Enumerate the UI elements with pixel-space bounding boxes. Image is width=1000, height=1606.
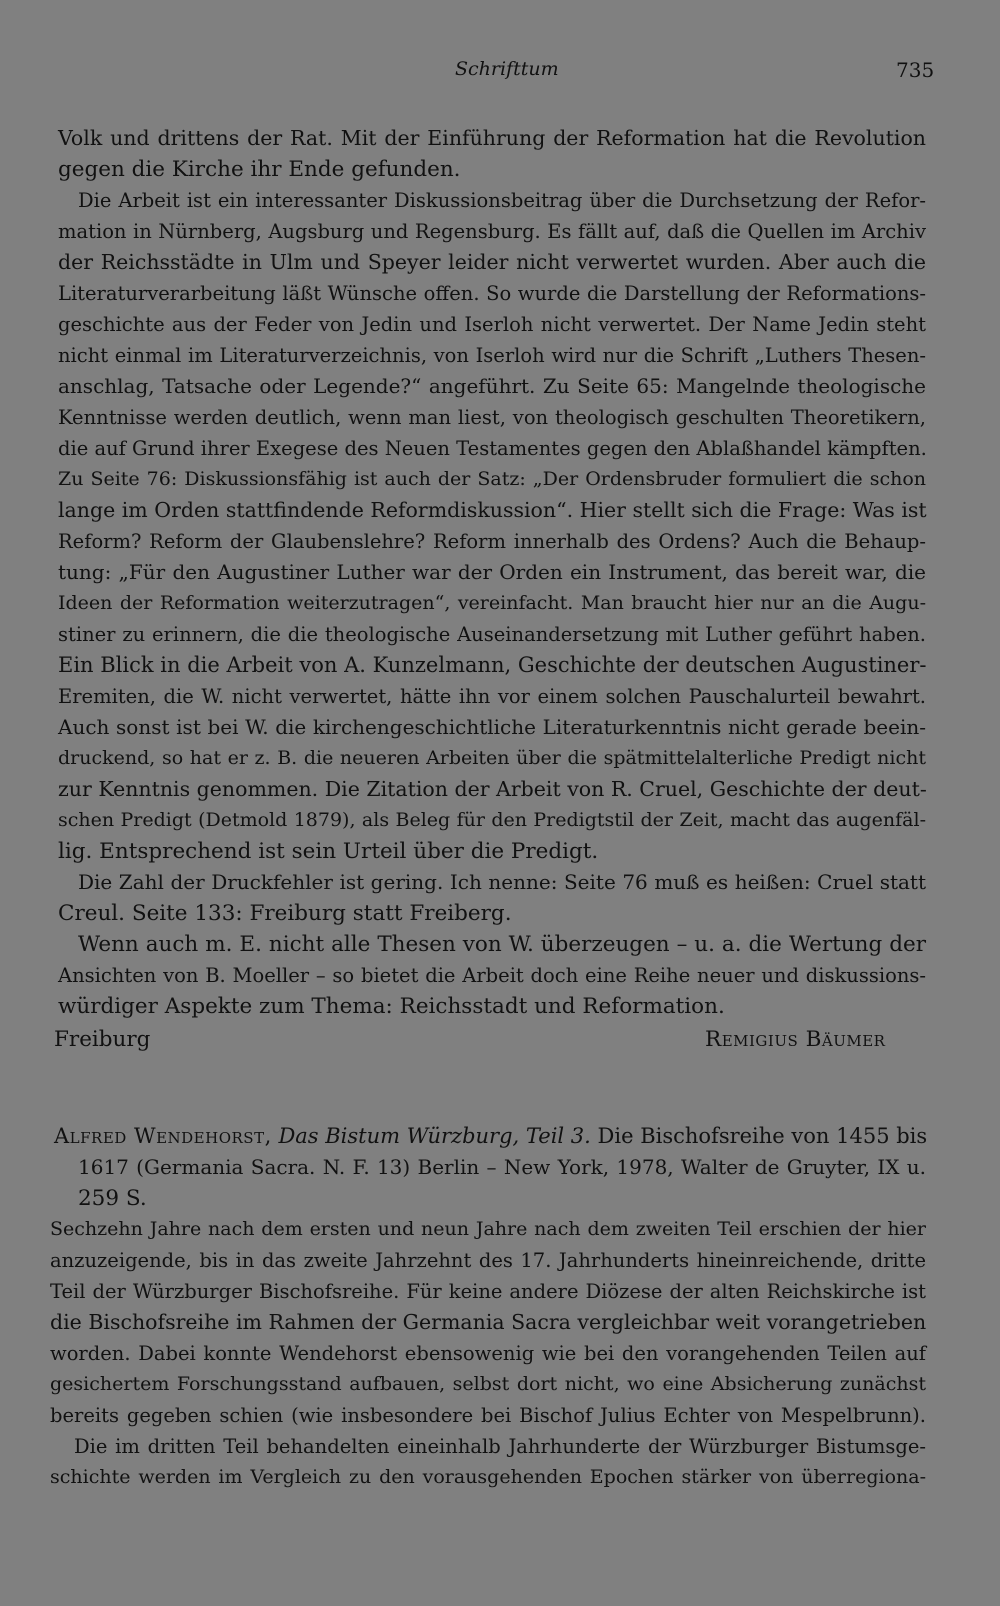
book-title: Das Bistum Würzburg, Teil 3. — [278, 1124, 591, 1148]
citation-line: 259 S. — [78, 1186, 147, 1211]
text-line: Teil der Würzburger Bischofsreihe. Für keine andere Diözese der alten Reichskirche ist — [50, 1280, 926, 1303]
book-author: Alfred Wendehorst, — [54, 1124, 272, 1148]
text-line: Die im dritten Teil behandelten eineinhalb Jahrhunderte der Würzburger Bistumsge- — [74, 1435, 926, 1458]
text-line: schen Predigt (Detmold 1879), als Beleg für den Predigtstil der Zeit, macht das augenfäl- — [58, 809, 926, 831]
text-line: tung: „Für den Augustiner Luther war der Orden ein Instrument, das bereit war, die — [58, 560, 926, 584]
text-line: Eremiten, die W. nicht verwertet, hätte ihn vor einem solchen Pauschalurteil bewahrt. — [58, 685, 926, 708]
text-line: Creul. Seite 133: Freiburg statt Freiberg. — [58, 901, 512, 926]
citation-line — [54, 1121, 926, 1152]
text-line: Auch sonst ist bei W. die kirchengeschichtliche Literaturkenntnis nicht gerade beein- — [58, 715, 926, 739]
text-line: Ansichten von B. Moeller – so bietet die Arbeit doch eine Reihe neuer und diskussions- — [58, 964, 926, 987]
text-line: würdiger Aspekte zum Thema: Reichsstadt und Reformation. — [58, 994, 725, 1019]
text-line: mation in Nürnberg, Augsburg und Regensburg. Es fällt auf, daß die Quellen im Archiv — [58, 220, 926, 243]
text-line: bereits gegeben schien (wie insbesondere bei Bischof Julius Echter von Mespelbrunn). — [50, 1404, 926, 1427]
text-line: Ein Blick in die Arbeit von A. Kunzelmann, Geschichte der deutschen Augustiner- — [58, 653, 927, 677]
reviewer-name: Remigius Bäumer — [705, 1027, 886, 1052]
text-line: lig. Entsprechend ist sein Urteil über die Predigt. — [58, 839, 599, 864]
text-line: der Reichsstädte in Ulm und Speyer leider nicht verwertet wurden. Aber auch die — [58, 250, 926, 274]
text-line: Zu Seite 76: Diskussionsfähig ist auch der Satz: „Der Ordensbruder formuliert die schon — [58, 468, 926, 490]
text-line: schichte werden im Vergleich zu den vorausgehenden Epochen stärker von überregiona- — [50, 1466, 926, 1488]
text-line: stiner zu erinnern, die die theologische Auseinandersetzung mit Luther geführt haben. — [58, 623, 926, 646]
text-line: anschlag, Tatsache oder Legende?“ angeführt. Zu Seite 65: Mangelnde theologische — [58, 374, 926, 398]
review-place: Freiburg — [54, 1027, 151, 1052]
text-line: druckend, so hat er z. B. die neueren Arbeiten über die spätmittelalterliche Predigt nicht — [58, 747, 926, 769]
text-line: geschichte aus der Feder von Jedin und Iserloh nicht verwertet. Der Name Jedin steht — [58, 313, 926, 336]
text-line: zur Kenntnis genommen. Die Zitation der Arbeit von R. Cruel, Geschichte der deut- — [58, 777, 927, 801]
citation-text: Die Bischofsreihe von 1455 bis — [597, 1124, 928, 1148]
text-line: Ideen der Reformation weiterzutragen“, vereinfacht. Man braucht hier nur an die Augu- — [58, 592, 926, 614]
text-line: Die Zahl der Druckfehler ist gering. Ich nenne: Seite 76 muß es heißen: Cruel statt — [78, 870, 926, 894]
text-line: Sechzehn Jahre nach dem ersten und neun Jahre nach dem zweiten Teil erschien der hier — [50, 1218, 926, 1240]
text-line: Kenntnisse werden deutlich, wenn man liest, von theologisch geschulten Theoretikern, — [58, 406, 926, 429]
text-line: worden. Dabei konnte Wendehorst ebensowenig wie bei den vorangehenden Teilen auf — [50, 1342, 926, 1365]
text-line: Wenn auch m. E. nicht alle Thesen von W. überzeugen – u. a. die Wertung der — [78, 932, 926, 957]
page-header — [0, 58, 1000, 88]
text-line: nicht einmal im Literaturverzeichnis, von Iserloh wird nur die Schrift „Luthers Thesen- — [58, 344, 926, 367]
text-line: gesichertem Forschungsstand aufbauen, selbst dort nicht, wo eine Absicherung zunächst — [50, 1373, 926, 1395]
page-number: 735 — [896, 58, 935, 82]
text-line: lange im Orden stattfindende Reformdiskussion“. Hier stellt sich die Frage: Was ist — [58, 498, 927, 522]
running-head: Schrifttum — [455, 58, 559, 80]
text-line: die auf Grund ihrer Exegese des Neuen Testamentes gegen den Ablaßhandel kämpften. — [58, 437, 927, 460]
text-line: Literaturverarbeitung läßt Wünsche offen. So wurde die Darstellung der Reformations- — [58, 282, 926, 305]
text-line: die Bischofsreihe im Rahmen der Germania Sacra vergleichbar weit vorangetrieben — [50, 1310, 927, 1334]
text-line: anzuzeigende, bis in das zweite Jahrzehnt des 17. Jahrhunderts hineinreichende, dritte — [50, 1249, 926, 1272]
citation-line: 1617 (Germania Sacra. N. F. 13) Berlin – New York, 1978, Walter de Gruyter, IX u. — [78, 1155, 926, 1179]
text-line: Volk und drittens der Rat. Mit der Einführung der Reformation hat die Revolution — [58, 126, 926, 150]
text-line: Reform? Reform der Glaubenslehre? Reform innerhalb des Ordens? Auch die Behaup- — [58, 530, 926, 553]
text-line: Die Arbeit ist ein interessanter Diskussionsbeitrag über die Durchsetzung der Refor- — [78, 189, 926, 212]
text-line: gegen die Kirche ihr Ende gefunden. — [58, 157, 461, 182]
